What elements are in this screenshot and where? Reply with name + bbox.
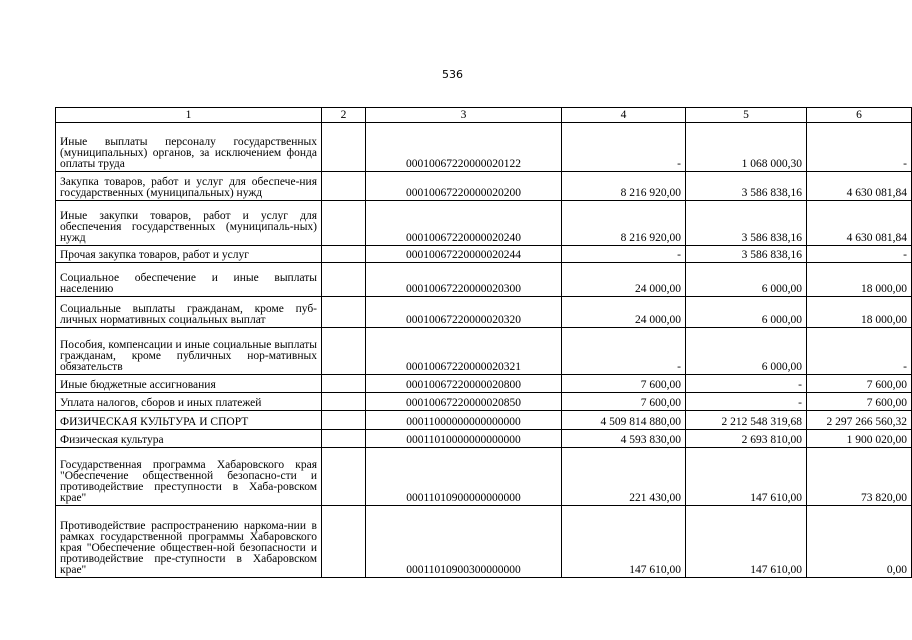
row-name: Закупка товаров, работ и услуг для обеспече-ния государственных (муниципальных) нужд <box>56 172 322 201</box>
row-value-6: 7 600,00 <box>807 375 912 393</box>
row-value-5: 3 586 838,16 <box>686 246 807 263</box>
row-value-5: - <box>686 375 807 393</box>
row-code: 00010067220000020122 <box>366 123 562 172</box>
row-name: Иные выплаты персоналу государственных (муниципальных) органов, за исключением фонда оплаты труда <box>56 123 322 172</box>
column-header: 3 <box>366 108 562 123</box>
table-row <box>56 430 912 448</box>
row-col2 <box>322 506 366 578</box>
budget-table <box>55 107 912 578</box>
row-name: Иные закупки товаров, работ и услуг для обеспечения государственных (муниципаль-ных) нужд <box>56 201 322 246</box>
row-value-5: 2 693 810,00 <box>686 430 807 448</box>
row-code: 00010067220000020240 <box>366 201 562 246</box>
table-row <box>56 328 912 375</box>
row-value-5: 3 586 838,16 <box>686 172 807 201</box>
row-code: 00010067220000020321 <box>366 328 562 375</box>
row-name: Социальные выплаты гражданам, кроме пуб-личных нормативных социальных выплат <box>56 297 322 328</box>
row-name: Физическая культура <box>56 430 322 448</box>
row-value-5: 147 610,00 <box>686 448 807 506</box>
row-col2 <box>322 411 366 430</box>
row-value-6: 2 297 266 560,32 <box>807 411 912 430</box>
row-value-5: 3 586 838,16 <box>686 201 807 246</box>
row-col2 <box>322 172 366 201</box>
row-value-4: 4 593 830,00 <box>562 430 686 448</box>
row-value-6: 18 000,00 <box>807 297 912 328</box>
row-code: 00010067220000020320 <box>366 297 562 328</box>
row-value-4: 8 216 920,00 <box>562 201 686 246</box>
table-row <box>56 448 912 506</box>
row-value-4: 8 216 920,00 <box>562 172 686 201</box>
column-header: 6 <box>807 108 912 123</box>
row-value-4: 7 600,00 <box>562 393 686 411</box>
row-col2 <box>322 297 366 328</box>
row-code: 00010067220000020200 <box>366 172 562 201</box>
row-value-6: 18 000,00 <box>807 263 912 297</box>
table-row <box>56 506 912 578</box>
table-row <box>56 375 912 393</box>
table-row <box>56 393 912 411</box>
row-code: 00010067220000020300 <box>366 263 562 297</box>
table-row <box>56 411 912 430</box>
row-value-5: - <box>686 393 807 411</box>
row-value-6: 1 900 020,00 <box>807 430 912 448</box>
table-row <box>56 246 912 263</box>
row-col2 <box>322 393 366 411</box>
row-value-4: 7 600,00 <box>562 375 686 393</box>
row-value-6: - <box>807 246 912 263</box>
table-row <box>56 123 912 172</box>
row-name: Противодействие распространению наркома-нии в рамках государственной программы Хабаровского края "Обеспечение обществен-ной безопасности и противодействие пре-ступности в Хабаровском крае" <box>56 506 322 578</box>
table-row <box>56 297 912 328</box>
row-name: Уплата налогов, сборов и иных платежей <box>56 393 322 411</box>
row-col2 <box>322 328 366 375</box>
row-value-6: 4 630 081,84 <box>807 172 912 201</box>
row-name: ФИЗИЧЕСКАЯ КУЛЬТУРА И СПОРТ <box>56 411 322 430</box>
column-header: 1 <box>56 108 322 123</box>
row-code: 00011010900000000000 <box>366 448 562 506</box>
row-name: Прочая закупка товаров, работ и услуг <box>56 246 322 263</box>
row-col2 <box>322 123 366 172</box>
row-code: 00011010900300000000 <box>366 506 562 578</box>
row-value-6: 73 820,00 <box>807 448 912 506</box>
row-value-6: 7 600,00 <box>807 393 912 411</box>
row-value-4: - <box>562 123 686 172</box>
row-value-4: 24 000,00 <box>562 297 686 328</box>
row-value-4: 221 430,00 <box>562 448 686 506</box>
row-name: Социальное обеспечение и иные выплаты населению <box>56 263 322 297</box>
row-name: Пособия, компенсации и иные социальные выплаты гражданам, кроме публичных нор-мативных обязательств <box>56 328 322 375</box>
row-col2 <box>322 448 366 506</box>
table-header-row <box>56 108 912 123</box>
row-value-6: - <box>807 123 912 172</box>
row-code: 00011010000000000000 <box>366 430 562 448</box>
row-value-4: - <box>562 246 686 263</box>
row-value-5: 6 000,00 <box>686 297 807 328</box>
row-value-6: 4 630 081,84 <box>807 201 912 246</box>
row-code: 00010067220000020850 <box>366 393 562 411</box>
row-col2 <box>322 375 366 393</box>
row-value-6: - <box>807 328 912 375</box>
row-value-5: 6 000,00 <box>686 328 807 375</box>
row-value-6: 0,00 <box>807 506 912 578</box>
table-row <box>56 201 912 246</box>
row-value-5: 1 068 000,30 <box>686 123 807 172</box>
column-header: 5 <box>686 108 807 123</box>
row-name: Государственная программа Хабаровского края "Обеспечение общественной безопасно-сти и противодействие преступности в Хаба-ровском крае" <box>56 448 322 506</box>
row-code: 00010067220000020800 <box>366 375 562 393</box>
row-value-5: 6 000,00 <box>686 263 807 297</box>
row-col2 <box>322 430 366 448</box>
row-col2 <box>322 263 366 297</box>
column-header: 4 <box>562 108 686 123</box>
row-name: Иные бюджетные ассигнования <box>56 375 322 393</box>
column-header: 2 <box>322 108 366 123</box>
row-value-4: 24 000,00 <box>562 263 686 297</box>
row-value-4: - <box>562 328 686 375</box>
row-value-4: 4 509 814 880,00 <box>562 411 686 430</box>
table-row <box>56 172 912 201</box>
row-code: 00010067220000020244 <box>366 246 562 263</box>
row-value-4: 147 610,00 <box>562 506 686 578</box>
row-code: 00011000000000000000 <box>366 411 562 430</box>
row-value-5: 147 610,00 <box>686 506 807 578</box>
row-col2 <box>322 246 366 263</box>
row-value-5: 2 212 548 319,68 <box>686 411 807 430</box>
page-number: 536 <box>442 68 463 81</box>
row-col2 <box>322 201 366 246</box>
table-row <box>56 263 912 297</box>
